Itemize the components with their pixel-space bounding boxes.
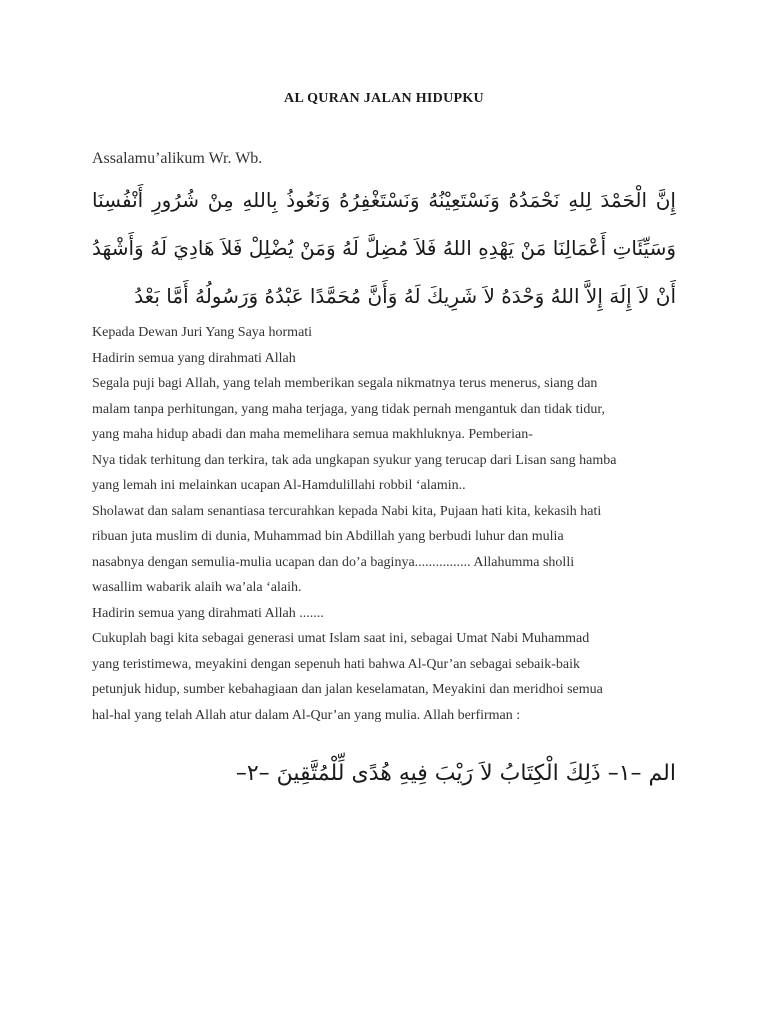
text-line: wasallim wabarik alaih wa’ala ‘alaih. — [92, 580, 302, 595]
text-line: Nya tidak terhitung dan terkira, tak ada ungkapan syukur yang terucap dari Lisan sang hamba — [92, 452, 617, 468]
document-title: AL QURAN JALAN HIDUPKU — [284, 91, 484, 106]
text-line: Cukuplah bagi kita sebagai generasi umat Islam saat ini, sebagai Umat Nabi Muhammad — [92, 631, 590, 646]
paragraph-praise — [92, 371, 676, 499]
text-line: ribuan juta muslim di dunia, Muhammad bin Abdillah yang berbudi luhur dan mulia — [92, 529, 564, 544]
arabic-opening-prayer: إِنَّ الْحَمْدَ لِلهِ نَحْمَدُهُ وَنَسْتَعِيْنُهُ وَنَسْتَغْفِرُهُ وَنَعُوذُ بِاللهِ مِنْ شُرُورِ أَنْفُسِنَا وَسَيِّئَاتِ أَعْمَالِنَا مَنْ يَهْدِهِ اللهُ فَلاَ مُضِلَّ لَهُ وَمَنْ يُضْلِلْ فَلاَ هَادِيَ لَهُ وَأَشْهَدُ أَنْ لاَ إِلَهَ إِلاَّ اللهُ وَحْدَهُ لاَ شَرِيكَ لَهُ وَأَنَّ مُحَمَّدًا عَبْدُهُ وَرَسُولُهُ أَمَّا بَعْدُ — [92, 188, 676, 308]
text-line: nasabnya dengan semulia-mulia ucapan dan do’a baginya................ Allahumma sholli — [92, 554, 575, 570]
text-line: petunjuk hidup, sumber kebahagiaan dan jalan keselamatan, Meyakini dan meridhoi semua — [92, 682, 603, 697]
greeting-jury: Kepada Dewan Juri Yang Saya hormati — [92, 325, 313, 340]
salam-greeting: Assalamu’alikum Wr. Wb. — [92, 150, 263, 167]
text-line: Segala puji bagi Allah, yang telah memberikan segala nikmatnya terus menerus, siang dan — [92, 376, 598, 391]
arabic-verse-baqarah: الم –١– ذَلِكَ الْكِتَابُ لاَ رَيْبَ فِيهِ هُدًى لِّلْمُتَّقِينَ –٢– — [235, 761, 676, 786]
text-line: hal-hal yang telah Allah atur dalam Al-Qur’an yang mulia. Allah berfirman : — [92, 707, 521, 723]
text-line: yang maha hidup abadi dan maha memelihara semua makhluknya. Pemberian- — [92, 427, 533, 442]
text-line: malam tanpa perhitungan, yang maha terjaga, yang tidak pernah mengantuk dan tidak tidur, — [92, 401, 605, 417]
paragraph-sholawat — [92, 499, 676, 601]
greeting-audience: Hadirin semua yang dirahmati Allah — [92, 350, 296, 366]
paragraph-quran — [92, 601, 676, 729]
text-line: yang lemah ini melainkan ucapan Al-Hamdulillahi robbil ‘alamin.. — [92, 478, 466, 493]
text-line: yang teristimewa, meyakini dengan sepenuh hati bahwa Al-Qur’an sebagai sebaik-baik — [92, 656, 581, 672]
text-line: Hadirin semua yang dirahmati Allah ....... — [92, 605, 324, 621]
text-line: Sholawat dan salam senantiasa tercurahkan kepada Nabi kita, Pujaan hati kita, kekasih hati — [92, 503, 602, 519]
